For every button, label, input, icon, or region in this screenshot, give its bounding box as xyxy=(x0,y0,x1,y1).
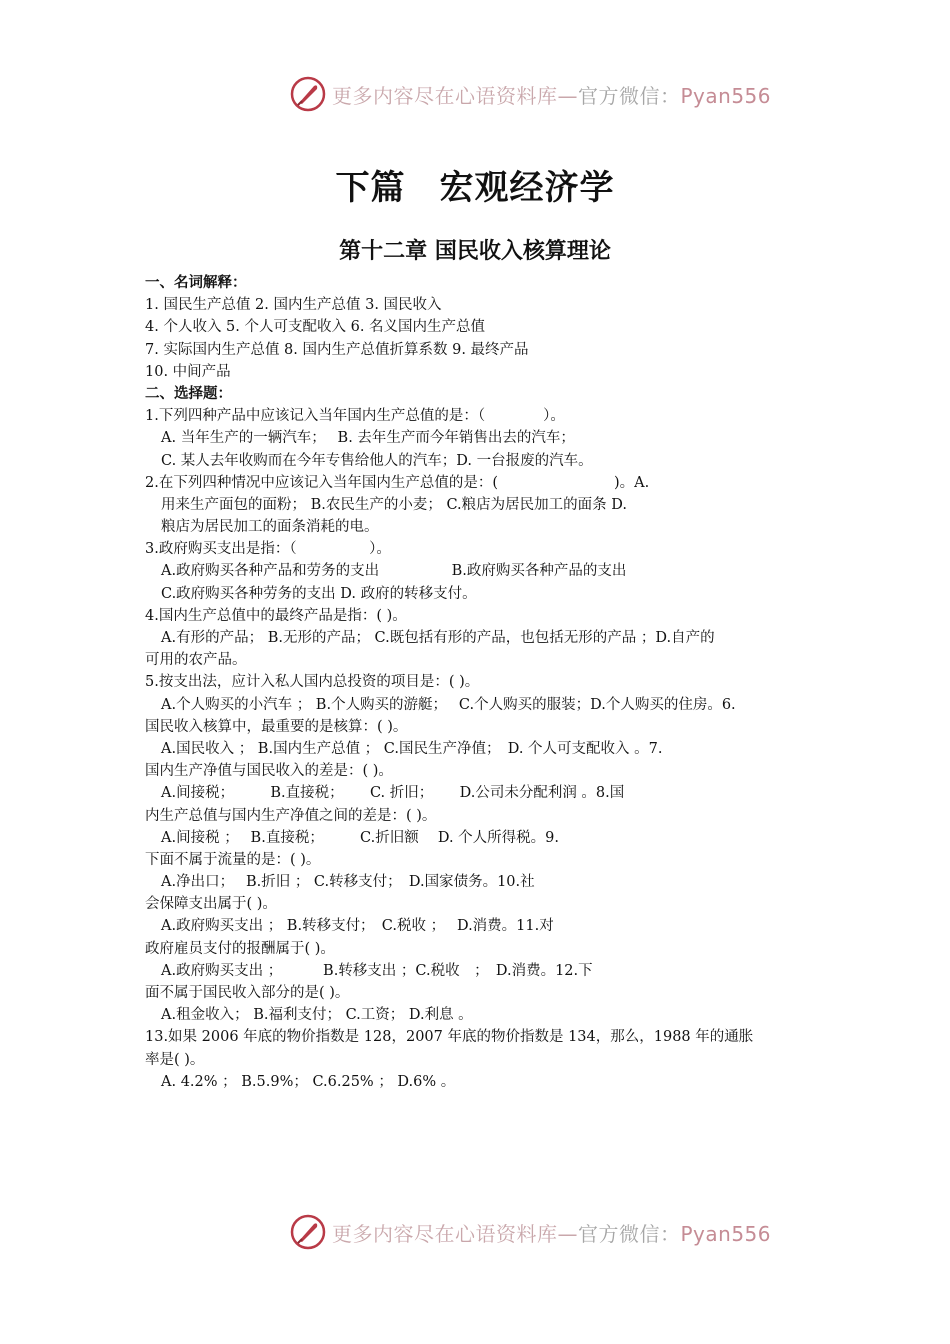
footer-banner xyxy=(290,1212,790,1252)
question-line: 会保障支出属于( )。 xyxy=(145,896,277,913)
banner-wechat-id: Pyan556 xyxy=(680,83,772,108)
option-line: A.政府购买各种产品和劳务的支出 B.政府购买各种产品的支出 xyxy=(161,563,627,580)
question-line: 国民收入核算中，最重要的是核算：( )。 xyxy=(145,718,408,735)
banner-slogan: 更多内容尽在心语资料库— xyxy=(332,83,578,108)
banner-wechat-label: 官方微信： xyxy=(578,83,681,108)
question-line: 2.在下列四种情况中应该记入当年国内生产总值的是：( )。A. xyxy=(145,474,650,491)
term-line: 10. 中间产品 xyxy=(145,363,231,380)
banner-wechat-label: 官方微信： xyxy=(578,1221,681,1246)
option-line: A.间接税； B.直接税； C. 折旧； D.公司未分配利润 。8.国 xyxy=(161,785,625,802)
option-line: A. 4.2% ； B.5.9%； C.6.25% ； D.6% 。 xyxy=(161,1073,456,1090)
option-line: A.国民收入 ； B.国内生产总值 ； C.国民生产净值； D. 个人可支配收入 。7. xyxy=(161,740,663,757)
term-line: 4. 个人收入 5. 个人可支配收入 6. 名义国内生产总值 xyxy=(145,319,486,336)
option-line: A.有形的产品； B.无形的产品； C.既包括有形的产品，也包括无形的产品 ；D.自产的 xyxy=(161,630,715,646)
question-line: 内生产总值与国内生产净值之间的差是：( )。 xyxy=(145,807,437,824)
question-line: 下面不属于流量的是：( )。 xyxy=(145,851,321,868)
question-line: 政府雇员支付的报酬属于( )。 xyxy=(145,940,335,957)
option-line: A.政府购买支出 ； B.转移支出 ；C.税收 ； D.消费。12.下 xyxy=(161,962,593,979)
quill-logo-icon xyxy=(290,1214,326,1250)
part-title xyxy=(0,160,950,209)
document-body xyxy=(145,272,865,1093)
header-banner xyxy=(290,74,790,114)
banner-slogan: 更多内容尽在心语资料库— xyxy=(332,1221,578,1246)
section-heading: 二、选择题： xyxy=(145,385,232,402)
chapter-title: 第十二章 国民收入核算理论 xyxy=(339,239,611,264)
banner-text xyxy=(332,80,771,109)
banner-wechat-id: Pyan556 xyxy=(680,1221,772,1246)
option-line: C.政府购买各种劳务的支出 D. 政府的转移支付。 xyxy=(161,585,477,602)
question-line: 4.国内生产总值中的最终产品是指：( )。 xyxy=(145,607,407,624)
question-line: 国内生产净值与国民收入的差是：( )。 xyxy=(145,763,393,780)
question-line: 3.政府购买支出是指：（ ）。 xyxy=(145,541,391,558)
option-line: 可用的农产品。 xyxy=(145,652,247,669)
section-heading: 一、名词解释： xyxy=(145,275,247,291)
question-line: 1.下列四种产品中应该记入当年国内生产总值的是：（ ）。 xyxy=(145,408,565,425)
option-line: A.个人购买的小汽车 ； B.个人购买的游艇； C.个人购买的服装；D.个人购买的住房。6. xyxy=(161,696,736,713)
question-line: 5.按支出法，应计入私人国内总投资的项目是：( )。 xyxy=(145,674,480,691)
question-line: 面不属于国民收入部分的是( )。 xyxy=(145,985,350,1001)
banner-text xyxy=(332,1218,771,1247)
question-line: 13.如果 2006 年底的物价指数是 128，2007 年底的物价指数是 134，那么，1988 年的通胀 xyxy=(145,1029,754,1046)
option-line: A.间接税 ； B.直接税； C.折旧额 D. 个人所得税。9. xyxy=(161,829,560,846)
option-line: A.租金收入； B.福利支付； C.工资； D.利息 。 xyxy=(161,1007,473,1024)
quill-logo-icon xyxy=(290,76,326,112)
option-line: 用来生产面包的面粉； B.农民生产的小麦； C.粮店为居民加工的面条 D. xyxy=(161,496,627,513)
option-line: A. 当年生产的一辆汽车； B. 去年生产而今年销售出去的汽车； xyxy=(161,430,575,447)
option-line: 粮店为居民加工的面条消耗的电。 xyxy=(161,519,379,536)
term-line: 7. 实际国内生产总值 8. 国内生产总值折算系数 9. 最终产品 xyxy=(145,341,529,358)
option-line: C. 某人去年收购而在今年专售给他人的汽车；D. 一台报废的汽车。 xyxy=(161,452,593,469)
term-line: 1. 国民生产总值 2. 国内生产总值 3. 国民收入 xyxy=(145,297,442,314)
option-line: A.政府购买支出 ； B.转移支付； C.税收 ； D.消费。11.对 xyxy=(161,918,554,935)
option-line: A.净出口； B.折旧 ； C.转移支付； D.国家债务。10.社 xyxy=(161,874,535,891)
part-subject: 宏观经济学 xyxy=(439,168,615,208)
question-line: 率是( )。 xyxy=(145,1051,205,1068)
part-label: 下篇 xyxy=(335,168,406,208)
